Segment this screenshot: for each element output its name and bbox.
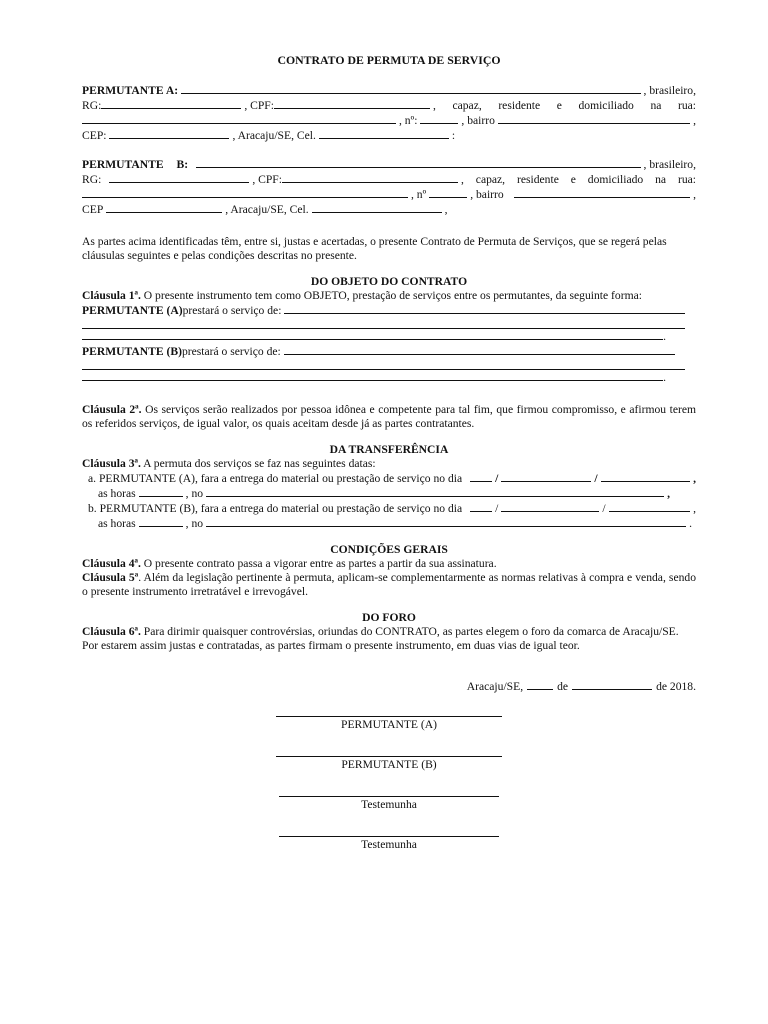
party-a-number-field[interactable] xyxy=(420,113,458,124)
signature-permutante-a xyxy=(276,716,502,732)
clause-5-text: . Além da legislação pertinente à permuta, aplicam-se complementarmente as normas relativas à compra e venda, sendo o presente instrumento irretratável e irrevogável. xyxy=(82,571,696,598)
party-a-label: PERMUTANTE A: xyxy=(82,84,179,97)
clause-1-label: Cláusula 1ª. xyxy=(82,289,141,302)
party-b-end-comma2: , xyxy=(444,203,448,216)
clause-3-text: A permuta dos serviços se faz nas seguintes datas: xyxy=(140,457,376,470)
service-b-text: prestará o serviço de: xyxy=(181,345,281,358)
transfer-a-day-field[interactable] xyxy=(470,471,492,482)
service-a-field-2[interactable] xyxy=(82,318,685,329)
service-a-field-1[interactable] xyxy=(284,303,685,314)
service-a-field-3[interactable] xyxy=(82,329,663,340)
service-a-label: PERMUTANTE (A) xyxy=(82,304,183,317)
party-a-end-colon: : xyxy=(451,129,456,142)
party-a-name-field[interactable] xyxy=(181,83,640,94)
signature-label-witness-1: Testemunha xyxy=(361,798,417,811)
clause-4-label: Cláusula 4ª. xyxy=(82,557,141,570)
party-a-bairro-label: , bairro xyxy=(461,114,495,127)
closing-statement: Por estarem assim justas e contratadas, as partes firmam o presente instrumento, em duas vias de igual teor. xyxy=(82,639,580,652)
transfer-b-period: . xyxy=(689,517,692,530)
party-a-cpf-field[interactable] xyxy=(274,98,430,109)
transfer-b-text: b. PERMUTANTE (B), fara a entrega do material ou prestação de serviço no dia xyxy=(88,502,463,515)
clause-6 xyxy=(82,625,696,639)
signature-label-b: PERMUTANTE (B) xyxy=(341,758,437,771)
party-b-number-label: , nº xyxy=(411,188,427,201)
signature-line-a[interactable] xyxy=(276,716,502,717)
transfer-b-slash-1: / xyxy=(495,502,499,515)
transfer-a-end-comma: , xyxy=(667,487,670,500)
service-b-label: PERMUTANTE (B) xyxy=(82,345,182,358)
service-a-period: . xyxy=(663,330,666,343)
party-b-rg-field[interactable] xyxy=(109,172,249,183)
party-a-rg-label: RG: xyxy=(82,99,102,112)
transfer-a-month-field[interactable] xyxy=(501,471,591,482)
section-forum-heading: DO FORO xyxy=(362,611,416,624)
transfer-a-year-field[interactable] xyxy=(601,471,691,482)
intro-paragraph: As partes acima identificadas têm, entre si, justas e acertadas, o presente Contrato de Permuta de Serviços, que se regerá pelas cláusulas seguintes e pelas condições descritas no presente. xyxy=(82,235,667,262)
party-a-cpf-label: , CPF: xyxy=(244,99,274,112)
party-b-residence-text: , capaz, residente e domiciliado na rua: xyxy=(460,173,696,186)
clause-2-text: Os serviços serão realizados por pessoa idônea e competente para tal fim, que firmou compromisso, e afirmou terem os referidos serviços, de igual valor, os quais aceitam desde já as partes contratantes. xyxy=(82,403,697,430)
place-date-line xyxy=(82,679,696,694)
party-b-rg-label: RG: xyxy=(82,173,102,186)
place-de-1: de xyxy=(557,680,569,693)
signature-label-witness-2: Testemunha xyxy=(361,838,417,851)
party-a-rg-field[interactable] xyxy=(101,98,241,109)
signature-witness-2 xyxy=(279,836,499,852)
section-transfer-heading: DA TRANSFERÊNCIA xyxy=(329,443,449,456)
signature-line-witness-2[interactable] xyxy=(279,836,499,837)
place-de-2: de 2018. xyxy=(656,680,696,693)
clause-4 xyxy=(82,557,696,571)
party-a-block xyxy=(82,83,696,143)
clause-1-text: O presente instrumento tem como OBJETO, prestação de serviços entre os permutantes, da seguinte forma: xyxy=(140,289,642,302)
service-b-field-3[interactable] xyxy=(82,370,663,381)
transfer-a-horas-label: as horas xyxy=(98,487,136,500)
date-month-field[interactable] xyxy=(572,679,652,690)
clause-5 xyxy=(82,571,696,599)
party-a-nationality: , brasileiro, xyxy=(643,84,696,97)
party-a-cep-label: CEP: xyxy=(82,129,107,142)
party-b-nationality: , brasileiro, xyxy=(643,158,696,171)
party-b-bairro-field[interactable] xyxy=(514,187,690,198)
party-a-end-comma: , xyxy=(693,114,696,127)
transfer-b-comma: , xyxy=(693,502,696,515)
transfer-b-year-field[interactable] xyxy=(609,501,691,512)
section-objeto-heading: DO OBJETO DO CONTRATO xyxy=(310,275,468,288)
party-b-number-field[interactable] xyxy=(429,187,467,198)
transfer-a-slash-1: / xyxy=(495,472,499,485)
clause-4-text: O presente contrato passa a vigorar entre as partes a partir da sua assinatura. xyxy=(140,557,497,570)
party-a-bairro-field[interactable] xyxy=(498,113,690,124)
signature-witness-1 xyxy=(279,796,499,812)
transfer-b-no-label: , no xyxy=(185,517,204,530)
party-b-street-field[interactable] xyxy=(82,187,408,198)
transfer-a-comma: , xyxy=(693,472,696,485)
party-a-phone-field[interactable] xyxy=(319,128,449,139)
service-b-period: . xyxy=(663,371,666,384)
transfer-a-time-field[interactable] xyxy=(139,486,183,497)
document-title: CONTRATO DE PERMUTA DE SERVIÇO xyxy=(277,53,501,67)
service-a-text: prestará o serviço de: xyxy=(182,304,282,317)
signature-line-witness-1[interactable] xyxy=(279,796,499,797)
party-b-name-field[interactable] xyxy=(196,157,640,168)
party-b-bairro-label: , bairro xyxy=(470,188,504,201)
date-day-field[interactable] xyxy=(527,679,553,690)
party-a-residence-text: , capaz, residente e domiciliado na rua: xyxy=(432,99,696,112)
transfer-b-month-field[interactable] xyxy=(501,501,599,512)
party-b-label: PERMUTANTE B: xyxy=(82,158,189,171)
place-city: Aracaju/SE, xyxy=(466,680,524,693)
party-b-phone-field[interactable] xyxy=(312,202,442,213)
transfer-b-horas-label: as horas xyxy=(98,517,136,530)
party-b-cep-field[interactable] xyxy=(106,202,222,213)
party-a-cep-field[interactable] xyxy=(109,128,229,139)
party-a-city-label: , Aracaju/SE, Cel. xyxy=(232,129,316,142)
signature-label-a: PERMUTANTE (A) xyxy=(341,718,437,731)
clause-3 xyxy=(82,457,696,471)
clause-1 xyxy=(82,289,696,303)
transfer-b-place-field[interactable] xyxy=(206,516,686,527)
party-b-cep-label: CEP xyxy=(82,203,104,216)
party-a-number-label: , nº: xyxy=(399,114,418,127)
transfer-a-text: a. PERMUTANTE (A), fara a entrega do material ou prestação de serviço no dia xyxy=(88,472,463,485)
clause-6-text: Para dirimir quaisquer controvérsias, oriundas do CONTRATO, as partes elegem o foro da comarca de Aracaju/SE. xyxy=(140,625,679,638)
service-b-field-1[interactable] xyxy=(284,344,675,355)
party-b-cpf-field[interactable] xyxy=(282,172,458,183)
signature-permutante-b xyxy=(276,756,502,772)
party-b-block xyxy=(82,157,696,217)
transfer-b-slash-2: / xyxy=(602,502,606,515)
party-b-end-comma: , xyxy=(693,188,696,201)
clause-3-label: Cláusula 3ª. xyxy=(82,457,141,470)
transfer-b-time-field[interactable] xyxy=(139,516,183,527)
transfer-b-day-field[interactable] xyxy=(470,501,492,512)
transfer-a-slash-2: / xyxy=(594,472,598,485)
clause-2 xyxy=(82,403,696,431)
clause-6-label: Cláusula 6ª. xyxy=(82,625,141,638)
section-general-heading: CONDIÇÕES GERAIS xyxy=(330,543,448,556)
party-a-street-field[interactable] xyxy=(82,113,396,124)
clause-2-label: Cláusula 2ª. xyxy=(82,403,142,416)
clause-5-label: Cláusula 5ª xyxy=(82,571,139,584)
transfer-a-no-label: , no xyxy=(185,487,204,500)
service-b-field-2[interactable] xyxy=(82,359,685,370)
party-b-city-label: , Aracaju/SE, Cel. xyxy=(225,203,309,216)
transfer-a-place-field[interactable] xyxy=(206,486,664,497)
signature-line-b[interactable] xyxy=(276,756,502,757)
party-b-cpf-label: , CPF: xyxy=(252,173,282,186)
